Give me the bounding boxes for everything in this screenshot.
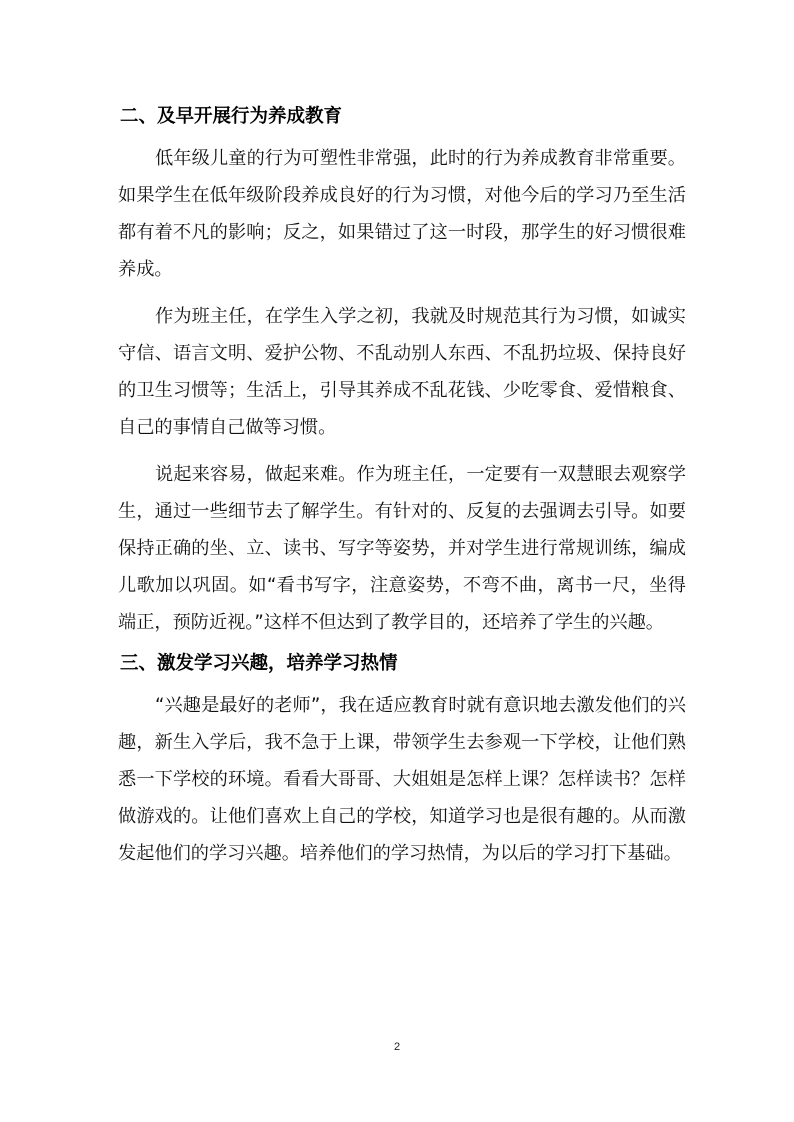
page-number: 2 bbox=[393, 1041, 401, 1053]
paragraph: 作为班主任，在学生入学之初，我就及时规范其行为习惯，如诚实守信、语言文明、爱护公物、不乱动别人东西、不乱扔垃圾、保持良好的卫生习惯等；生活上，引导其养成不乱花钱、少吃零食、爱惜粮食、自己的事情自己做等习惯。 bbox=[118, 306, 686, 438]
section-heading-learning-interest: 三、激发学习兴趣，培养学习热情 bbox=[120, 653, 398, 674]
paragraph: 说起来容易，做起来难。作为班主任，一定要有一双慧眼去观察学生，通过一些细节去了解学生。有针对的、反复的去强调去引导。如要保持正确的坐、立、读书、写字等姿势，并对学生进行常规训练，编成儿歌加以巩固。如“看书写字，注意姿势，不弯不曲，离书一尺，坐得端正，预防近视。”这样不但达到了教学目的，还培养了学生的兴趣。 bbox=[118, 464, 686, 633]
paragraph: “兴趣是最好的老师”，我在适应教育时就有意识地去激发他们的兴趣，新生入学后，我不急于上课，带领学生去参观一下学校，让他们熟悉一下学校的环境。看看大哥哥、大姐姐是怎样上课？怎样读书？怎样做游戏的。让他们喜欢上自己的学校，知道学习也是很有趣的。从而激发起他们的学习兴趣。培养他们的学习热情，为以后的学习打下基础。 bbox=[118, 695, 686, 864]
document-body bbox=[118, 100, 686, 872]
paragraph: 低年级儿童的行为可塑性非常强，此时的行为养成教育非常重要。如果学生在低年级阶段养成良好的行为习惯，对他今后的学习乃至生活都有着不凡的影响；反之，如果错过了这一时段，那学生的好习惯很难养成。 bbox=[118, 148, 686, 280]
section-heading-behavior-education: 二、及早开展行为养成教育 bbox=[120, 106, 343, 127]
